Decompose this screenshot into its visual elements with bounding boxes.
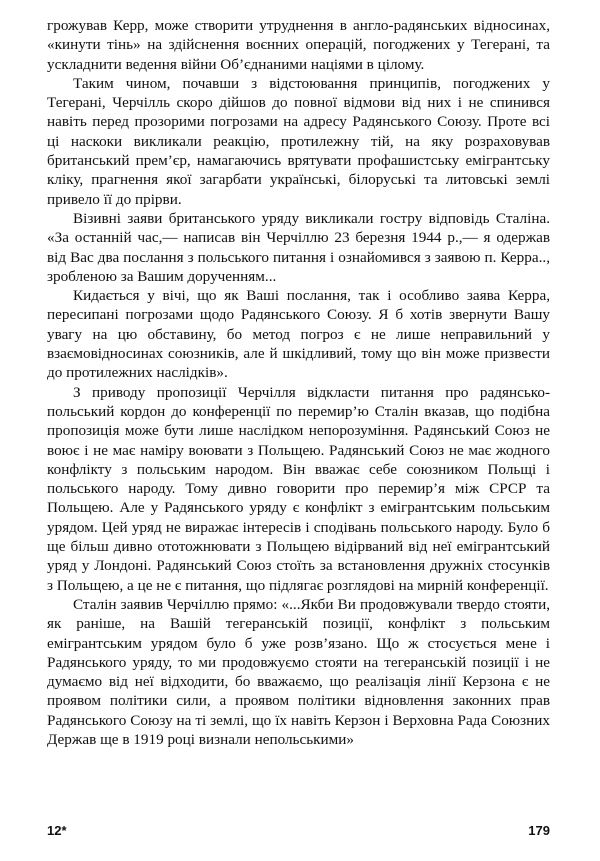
page-number: 179: [528, 823, 550, 838]
paragraph: Сталін заявив Черчіллю прямо: «...Якби Ви продовжували твердо стояти, як раніше, на Вашій тегеранській позиції, конфлікт з польським емігрантським урядом було б уже розв’язано. Що ж стосується мене і Радянського уряду, то ми продовжуємо стояти на тегеранській позиції і не думаємо від неї відходити, бо вважаємо, що реалізація лінії Керзона є не проявом політики сили, а проявом політики відновлення законних прав Радянського Союзу на ті землі, що їх навіть Керзон і Верховна Рада Союзних Держав ще в 1919 році визнали непольськими»: [47, 595, 550, 748]
printer-signature-mark: 12*: [47, 823, 67, 838]
page-footer: [47, 823, 550, 843]
page-text: [47, 16, 550, 749]
paragraph: Кидається у вічі, що як Ваші послання, так і особливо заява Керра, пересипані погрозами щодо Радянського Союзу. Я б хотів звернути Вашу увагу на цю обставину, бо метод погроз є не лише неправильний у взаємовідносинах союзників, але й шкідливий, тому що він може призвести до протилежних наслідків».: [47, 287, 550, 382]
paragraph: З приводу пропозиції Черчілля відкласти питання про радянсько-польський кордон до конференції по перемир’ю Сталін вказав, що подібна пропозиція може бути лише наслідком непорозуміння. Радянський Союз не воює і не має наміру воювати з Польщею. Радянський Союз не має жодного конфлікту з польським народом. Він вважає себе союзником Польщі і польського народу. Тому дивно говорити про перемир’я між СРСР та Польщею. Але у Радянського уряду є конфлікт з емігрантським польським урядом. Цей уряд не виражає інтересів і сподівань польського народу. Було б ще більш дивно ототожнювати з Польщею відірваний від неї емігрантський уряд у Лондоні. Радянський Союз стоїть за встановлення дружніх стосунків з Польщею, а це не є питання, що підлягає розглядові на мирній конференції.: [47, 383, 550, 594]
paragraph: Таким чином, почавши з відстоювання принципів, погоджених у Тегерані, Черчілль скоро дійшов до повної відмови від них і не спинився навіть перед прозорими погрозами на адресу Радянського Союзу. Проте всі ці наскоки викликали реакцію, протилежну тій, на яку розраховував британський прем’єр, намагаючись врятувати профашистську емігрантську кліку, прагнення якої загарбати українські, білоруські та литовські землі привело її до прірви.: [47, 74, 550, 208]
paragraph-continuation: грожував Керр, може створити утруднення в англо-радянських відносинах, «кинути тінь» на здійснення воєнних операцій, погоджених у Тегерані, та ускладнити ведення війни Об’єднаними націями в цілому.: [47, 17, 550, 73]
paragraph: Візивні заяви британського уряду викликали гостру відповідь Сталіна. «За останній час,— написав він Черчіллю 23 березня 1944 р.,— я одержав від Вас два послання з польського питання і ознайомився з заявою п. Керра.., зробленою за Вашим дорученням...: [47, 209, 550, 285]
